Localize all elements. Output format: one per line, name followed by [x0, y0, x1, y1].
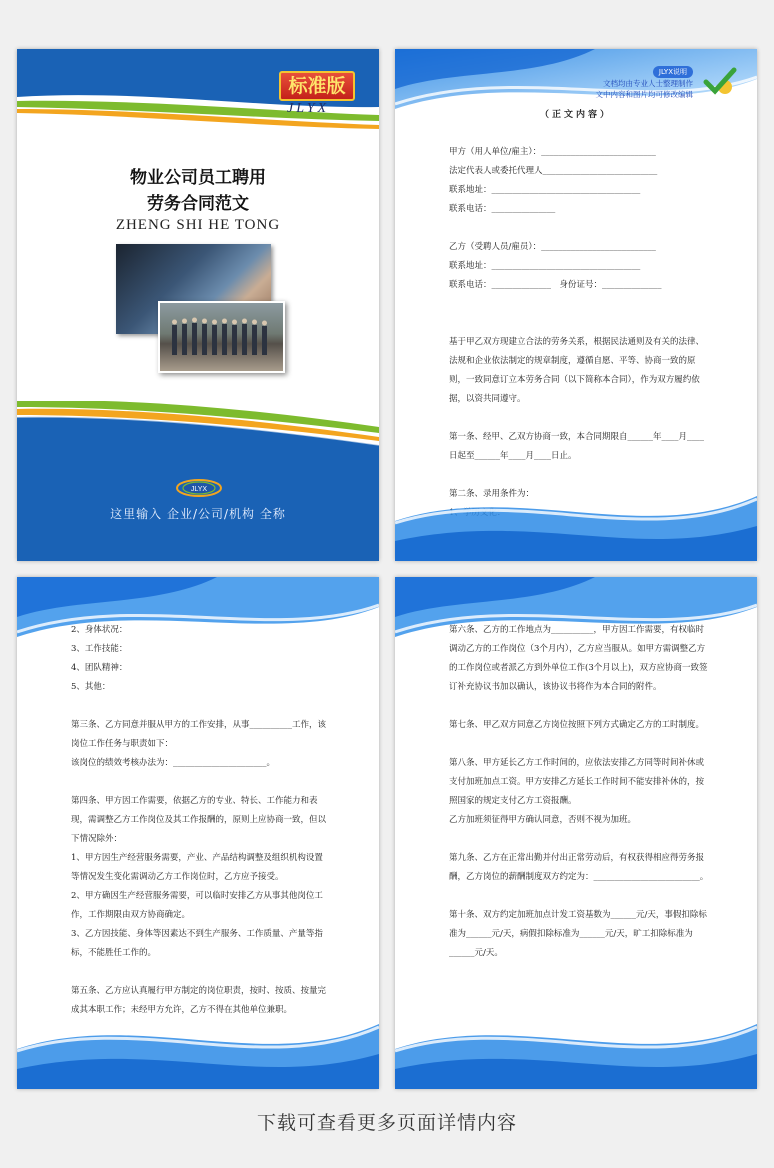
party-b-address-line: 联系地址：___________________________________: [449, 261, 641, 271]
party-a-phone-line: 联系电话：_______________: [449, 204, 556, 214]
content-page-1: [395, 49, 757, 561]
brand-text: JLYX: [287, 101, 330, 116]
article-4-item-1: 1、甲方因生产经营服务需要，产业、产品结构调整及组织机构设置等情况发生变化需调动乙方工作岗位时，乙方应予接受。: [71, 853, 323, 882]
article-2-item-3: 3、工作技能：: [71, 644, 128, 654]
content-page-2: [17, 577, 379, 1089]
article-8: 第八条、甲方延长乙方工作时间的，应依法安排乙方同等时间补休或支付加班加点工资。甲方安排乙方延长工作时间不能安排补休的，按照国家的规定支付乙方工资报酬。: [449, 758, 705, 806]
article-4-item-2: 2、甲方确因生产经营服务需要，可以临时安排乙方从事其他岗位工作，工作期限由双方协商确定。: [71, 891, 323, 920]
legal-rep-line: 法定代表人或委托代理人___________________________: [449, 166, 658, 176]
article-2-item-4: 4、团队精神：: [71, 663, 128, 673]
page-bottom-wave: [395, 979, 757, 1089]
article-2-item-5: 5、其他：: [71, 682, 111, 692]
party-a-address-line: 联系地址：___________________________________: [449, 185, 641, 195]
cover-title-roman: ZHENG SHI HE TONG: [115, 217, 281, 233]
company-name-placeholder[interactable]: 这里输入 企业/公司/机构 全称: [110, 507, 286, 521]
checkmark-icon: [703, 67, 737, 97]
article-4-item-3: 3、乙方因技能、身体等因素达不到生产服务、工作质量、产量等指标，不能胜任工作的。: [71, 929, 323, 958]
article-7: 第七条、甲乙双方同意乙方岗位按照下列方式确定乙方的工时制度。: [449, 720, 705, 730]
page-bottom-wave: [395, 451, 757, 561]
article-1: 第一条、经甲、乙双方协商一致，本合同期限自______年____月____日起至______年____月____日止。: [449, 432, 705, 461]
article-9: 第九条、乙方在正常出勤并付出正常劳动后，有权获得相应得劳务报酬，乙方岗位的薪酬制度双方约定为：_________________________。: [449, 853, 709, 882]
content-heading: （正文内容）: [539, 110, 612, 120]
article-10: 第十条、双方约定加班加点计发工资基数为______元/天，事假扣除标准为______元/天，病假扣除标准为______元/天，旷工扣除标准为______元/天。: [449, 910, 707, 958]
article-3: 第三条、乙方同意并服从甲方的工作安排，从事__________工作，该岗位工作任务与职责如下：: [71, 720, 327, 749]
note-line-1: 文档均由专业人士整理制作: [603, 79, 693, 88]
party-b-phone-line: 联系电话：______________ 身份证号：______________: [449, 280, 662, 290]
logo-text: JLYX: [190, 486, 208, 493]
article-4: 第四条、甲方因工作需要，依据乙方的专业、特长、工作能力和表现，需调整乙方工作岗位及其工作报酬的，原则上应协商一致，但以下情况除外：: [71, 796, 327, 844]
page3-text: [71, 621, 331, 1020]
jlyx-logo-icon: [174, 477, 224, 499]
content-page-3: [395, 577, 757, 1089]
article-2: 第二条、录用条件为：: [449, 489, 535, 499]
note-tag: JLYX说明: [653, 66, 693, 78]
article-5: 第五条、乙方应认真履行甲方制定的岗位职责，按时、按质、按量完成其本职工作；未经甲方允许，乙方不得在其他单位兼职。: [71, 986, 327, 1015]
party-a-line: 甲方（用人单位/雇主）：___________________________: [449, 147, 656, 157]
article-3-evaluation: 该岗位的绩效考核办法为：______________________。: [71, 758, 276, 768]
party-b-line: 乙方（受聘人员/雇员）：___________________________: [449, 242, 656, 252]
page4-text: [449, 621, 709, 963]
staff-figures: [160, 303, 283, 371]
page-bottom-wave: [17, 979, 379, 1089]
cover-page: [17, 49, 379, 561]
article-2-item-2: 2、身体状况：: [71, 625, 128, 635]
note-line-2: 文中内容和图片均可修改编辑: [595, 90, 693, 99]
article-8-note: 乙方加班须征得甲方确认同意，否则不视为加班。: [449, 815, 637, 825]
preamble-paragraph: 基于甲乙双方现建立合法的劳务关系，根据民法通则及有关的法律、法规和企业依法制定的规章制度，遵循自愿、平等、协商一致的原则，一致同意订立本劳务合同（以下简称本合同），作为双方履约依据，以资共同遵守。: [449, 337, 705, 404]
cover-title-line1: 物业公司员工聘用: [130, 168, 266, 188]
download-more-link[interactable]: 下载可查看更多页面详情内容: [256, 1112, 517, 1134]
edition-badge: 标准版: [279, 71, 355, 101]
staff-team-photo: [158, 301, 285, 373]
cover-title-line2: 劳务合同范文: [147, 194, 249, 214]
article-6: 第六条、乙方的工作地点为__________，甲方因工作需要，有权临时调动乙方的工作岗位（3个月内），乙方应当服从。如甲方需调整乙方的工作岗位或者派乙方到外单位工作(3个月以上)，双方应协商一致签订补充协议书加以确认，该协议书将作为本合同的附件。: [449, 625, 708, 692]
